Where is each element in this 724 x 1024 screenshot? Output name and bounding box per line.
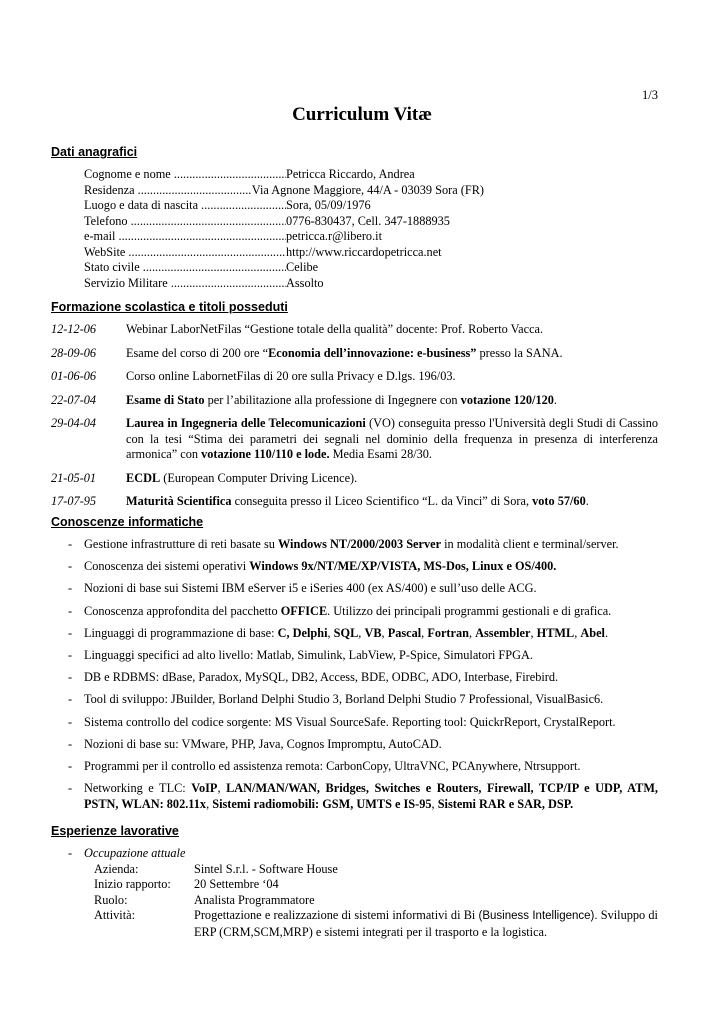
education-text-part: Economia dell’innovazione: e-business” <box>268 345 477 360</box>
experience-value: 20 Settembre ‘04 <box>194 877 279 891</box>
personal-data-row <box>84 214 484 230</box>
experience-heading: Occupazione attuale <box>84 846 186 860</box>
personal-data-value: Sora, 05/09/1976 <box>286 198 371 212</box>
section-heading-esperienze: Esperienze lavorative <box>51 824 179 838</box>
bullet-dash: - <box>68 758 73 773</box>
education-date: 28-09-06 <box>51 345 97 360</box>
education-row <box>51 322 658 338</box>
education-text-part: votazione 110/110 e lode. <box>201 447 330 461</box>
experience-label: Azienda: <box>94 861 139 876</box>
education-row <box>51 369 658 385</box>
education-list <box>51 322 658 518</box>
personal-data-label: Cognome e nome ..... <box>84 167 286 183</box>
education-date: 21-05-01 <box>51 470 97 485</box>
personal-data-row <box>84 260 484 276</box>
skill-text <box>84 626 658 642</box>
skill-text <box>84 604 658 620</box>
skill-text-part: Networking e TLC: <box>84 781 192 796</box>
skill-text-part: VB <box>364 625 382 640</box>
education-text <box>126 369 658 385</box>
personal-data-label: Stato civile ..... <box>84 260 286 276</box>
bullet-dash: - <box>68 736 73 751</box>
education-text-part: Corso online LabornetFilas di 20 ore sulla Privacy e D.lgs. 196/03. <box>126 369 456 383</box>
skill-text-part: Fortran <box>427 625 469 640</box>
skill-text-part: LAN/MAN/WAN, Bridges, Switches e Routers, Firewall, TCP/IP e UDP, ATM, PSTN, WLAN: 802.11x <box>84 781 658 811</box>
skill-item <box>68 715 658 731</box>
skill-text <box>84 781 658 812</box>
experience-label: Attività: <box>94 908 135 922</box>
personal-data-label: WebSite ..... <box>84 245 286 261</box>
personal-data-label: Telefono ..... <box>84 214 286 230</box>
skill-text-part: C, Delphi <box>277 625 328 640</box>
skill-text-part: Conoscenza dei sistemi operativi <box>84 559 250 574</box>
skills-list <box>68 537 658 819</box>
skill-text <box>84 737 658 753</box>
skill-text-part: Sistema controllo del codice sorgente: MS Visual SourceSafe. Reporting tool: QuickrReport, CrystalReport. <box>84 714 616 729</box>
education-text-part: (European Computer Driving Licence). <box>160 470 358 485</box>
skill-text-part: , <box>206 796 213 811</box>
bullet-dash: - <box>68 603 73 618</box>
bullet-dash: - <box>68 670 73 685</box>
skill-text-part: Gestione infrastrutture di reti basate su <box>84 537 278 551</box>
education-date: 01-06-06 <box>51 369 97 383</box>
education-row <box>51 416 658 463</box>
skill-text-part: Assembler <box>475 625 531 640</box>
education-text-part: Maturità Scientifica <box>126 494 232 508</box>
personal-data-value: Petricca Riccardo, Andrea <box>286 167 415 181</box>
skill-text-part: SQL <box>333 625 359 640</box>
education-text-part: Esame del corso di 200 ore “ <box>126 345 269 360</box>
personal-data-row <box>84 276 484 292</box>
skill-text-part: Nozioni di base su: VMware, PHP, Java, Cognos Impromptu, AutoCAD. <box>84 736 442 751</box>
experience-label: Inizio rapporto: <box>94 877 171 891</box>
education-text <box>126 346 658 362</box>
experience-label: Ruolo: <box>94 892 128 907</box>
skill-item <box>68 604 658 620</box>
personal-data-value: http://www.riccardopetricca.net <box>286 244 442 259</box>
skill-text-part: Nozioni di base sui Sistemi IBM eServer i5 e iSeries 400 (ex AS/400) e sull’uso delle ACG. <box>84 581 537 596</box>
skill-item <box>68 759 658 775</box>
education-text-part: . <box>585 494 589 508</box>
skill-text-part: , <box>574 625 581 640</box>
bullet-dash: - <box>68 692 73 707</box>
personal-data-value: petricca.r@libero.it <box>286 229 382 243</box>
personal-data-row <box>84 198 484 214</box>
experience-value <box>194 908 658 940</box>
education-date: 29-04-04 <box>51 416 97 430</box>
education-text-part: votazione 120/120 <box>460 392 554 407</box>
personal-data-row <box>84 183 484 199</box>
education-row <box>51 471 658 487</box>
experience-row-activity <box>68 908 658 940</box>
skill-text-part: . Utilizzo dei principali programmi gestionali e di grafica. <box>327 603 612 618</box>
skill-text-part: Tool di sviluppo: JBuilder, Borland Delphi Studio 3, Borland Delphi Studio 7 Professional, VisualBasic6. <box>84 692 604 707</box>
skill-text-part: , <box>421 625 428 640</box>
personal-data-value: Assolto <box>286 275 324 290</box>
section-heading-informatiche: Conoscenze informatiche <box>51 515 204 529</box>
bullet-dash: - <box>68 647 73 662</box>
skill-text <box>84 648 658 664</box>
education-text-part: (VO) conseguita presso l'Università degli Studi di Cassino con la tesi “Stima dei parametri dei segnali nel dominio della frequenza in presenza di interferenza armonica” con <box>126 416 658 461</box>
skill-text-part: , <box>530 625 537 640</box>
education-text-part: per l’abilitazione alla professione di Ingegnere con <box>204 392 461 407</box>
skill-text-part: , <box>381 625 388 640</box>
skill-text-part: , <box>468 625 476 640</box>
skill-item <box>68 692 658 708</box>
skill-item <box>68 537 658 553</box>
personal-data-label: Residenza ..... <box>84 183 252 199</box>
skill-text <box>84 537 658 553</box>
bullet-dash: - <box>68 781 73 796</box>
personal-data-row <box>84 229 484 245</box>
skill-text-part: Windows 9x/NT/ME/XP/VISTA, MS-Dos, Linux e OS/400. <box>249 559 557 574</box>
skill-text-part: HTML <box>536 625 575 640</box>
personal-data-value: Via Agnone Maggiore, 44/A - 03039 Sora (FR) <box>251 182 484 197</box>
skill-text-part: Linguaggi specifici ad alto livello: Matlab, Simulink, LabView, P-Spice, Simulatori FPGA. <box>84 647 533 662</box>
page-title: Curriculum Vitæ <box>292 104 432 125</box>
education-text-part: Webinar LaborNetFilas “Gestione totale della qualità” docente: Prof. Roberto Vacca. <box>126 322 544 336</box>
skill-text <box>84 759 658 775</box>
skill-item <box>68 559 658 575</box>
skill-text-part: OFFICE <box>280 603 328 618</box>
education-text <box>126 322 658 338</box>
education-text-part: voto 57/60 <box>532 494 586 508</box>
skill-text-part: , <box>358 625 365 640</box>
experience-row <box>68 893 658 909</box>
education-text-part: Esame di Stato <box>126 392 205 407</box>
skill-text-part: Abel <box>580 625 605 640</box>
personal-data-label: e-mail ..... <box>84 229 286 245</box>
activity-text-a: Progettazione e realizzazione di sistemi informativi di Bi <box>194 908 479 922</box>
education-text-part: . <box>553 392 557 407</box>
experience-heading-row <box>68 846 658 862</box>
skill-text <box>84 670 658 686</box>
activity-text-b: Sviluppo di ERP (CRM,SCM,MRP) e sistemi integrati per il trasporto e la logistica. <box>194 908 658 939</box>
skill-text-part: , <box>327 625 334 640</box>
personal-data-label: Servizio Militare ..... <box>84 276 286 292</box>
education-text-part: ECDL <box>126 470 161 485</box>
education-text-part: Laurea in Ingegneria delle Telecomunicazioni <box>126 416 366 430</box>
personal-data-value: 0776-830437, Cell. 347-1888935 <box>286 213 450 228</box>
skill-text <box>84 715 658 731</box>
personal-data-list <box>84 167 484 291</box>
education-text-part: presso la SANA. <box>476 345 563 360</box>
skill-item <box>68 648 658 664</box>
education-text-part: Media Esami 28/30. <box>329 447 433 461</box>
skill-item <box>68 581 658 597</box>
skill-item <box>68 626 658 642</box>
experience-row <box>68 862 658 878</box>
bullet-dash: - <box>68 846 73 860</box>
skill-item <box>68 670 658 686</box>
education-text <box>126 494 658 510</box>
bullet-dash: - <box>68 714 73 729</box>
skill-text-part: Sistemi radiomobili: GSM, UMTS e IS-95 <box>212 796 432 811</box>
experience-row <box>68 877 658 893</box>
education-row <box>51 393 658 409</box>
skill-item <box>68 737 658 753</box>
personal-data-row <box>84 245 484 261</box>
skill-text-part: in modalità client e terminal/server. <box>441 537 619 551</box>
activity-text-bi: (Business Intelligence). <box>478 910 598 922</box>
skill-text-part: Windows NT/2000/2003 Server <box>277 537 442 551</box>
education-row <box>51 346 658 362</box>
skill-text-part: Conoscenza approfondita del pacchetto <box>84 603 281 618</box>
education-row <box>51 494 658 510</box>
skill-text-part: . <box>604 625 609 640</box>
skill-text-part: DB e RDBMS: dBase, Paradox, MySQL, DB2, Access, BDE, ODBC, ADO, Interbase, Firebird. <box>84 670 559 685</box>
experience-value: Sintel S.r.l. - Software House <box>194 861 338 876</box>
skill-text <box>84 559 658 575</box>
skill-text-part: VoIP <box>191 781 218 796</box>
bullet-dash: - <box>68 625 73 640</box>
education-text <box>126 416 658 463</box>
education-text <box>126 393 658 409</box>
skill-text-part: Sistemi RAR e SAR, DSP. <box>437 796 574 811</box>
experience-block <box>68 846 658 940</box>
skill-item <box>68 781 658 812</box>
section-heading-anagrafici: Dati anagrafici <box>51 145 138 159</box>
education-text-part: conseguita presso il Liceo Scientifico “L. da Vinci” di Sora, <box>231 494 533 508</box>
skill-text-part: Linguaggi di programmazione di base: <box>84 625 278 640</box>
section-heading-formazione: Formazione scolastica e titoli posseduti <box>51 300 288 314</box>
skill-text-part: Programmi per il controllo ed assistenza remota: CarbonCopy, UltraVNC, PCAnywhere, Ntrsupport. <box>84 758 581 773</box>
skill-text-part: , <box>431 796 438 811</box>
personal-data-row <box>84 167 484 183</box>
education-date: 12-12-06 <box>51 322 97 336</box>
personal-data-label: Luogo e data di nascita ..... <box>84 198 286 214</box>
personal-data-value: Celibe <box>286 260 319 274</box>
experience-value: Analista Programmatore <box>194 892 315 907</box>
education-text <box>126 471 658 487</box>
bullet-dash: - <box>68 559 73 574</box>
bullet-dash: - <box>68 581 73 596</box>
skill-text <box>84 692 658 708</box>
bullet-dash: - <box>68 537 73 551</box>
skill-text <box>84 581 658 597</box>
skill-text-part: Pascal <box>387 625 422 640</box>
page-number: 1/3 <box>642 88 658 102</box>
education-date: 22-07-04 <box>51 392 97 407</box>
education-date: 17-07-95 <box>51 494 97 508</box>
skill-text-part: , <box>217 781 227 796</box>
